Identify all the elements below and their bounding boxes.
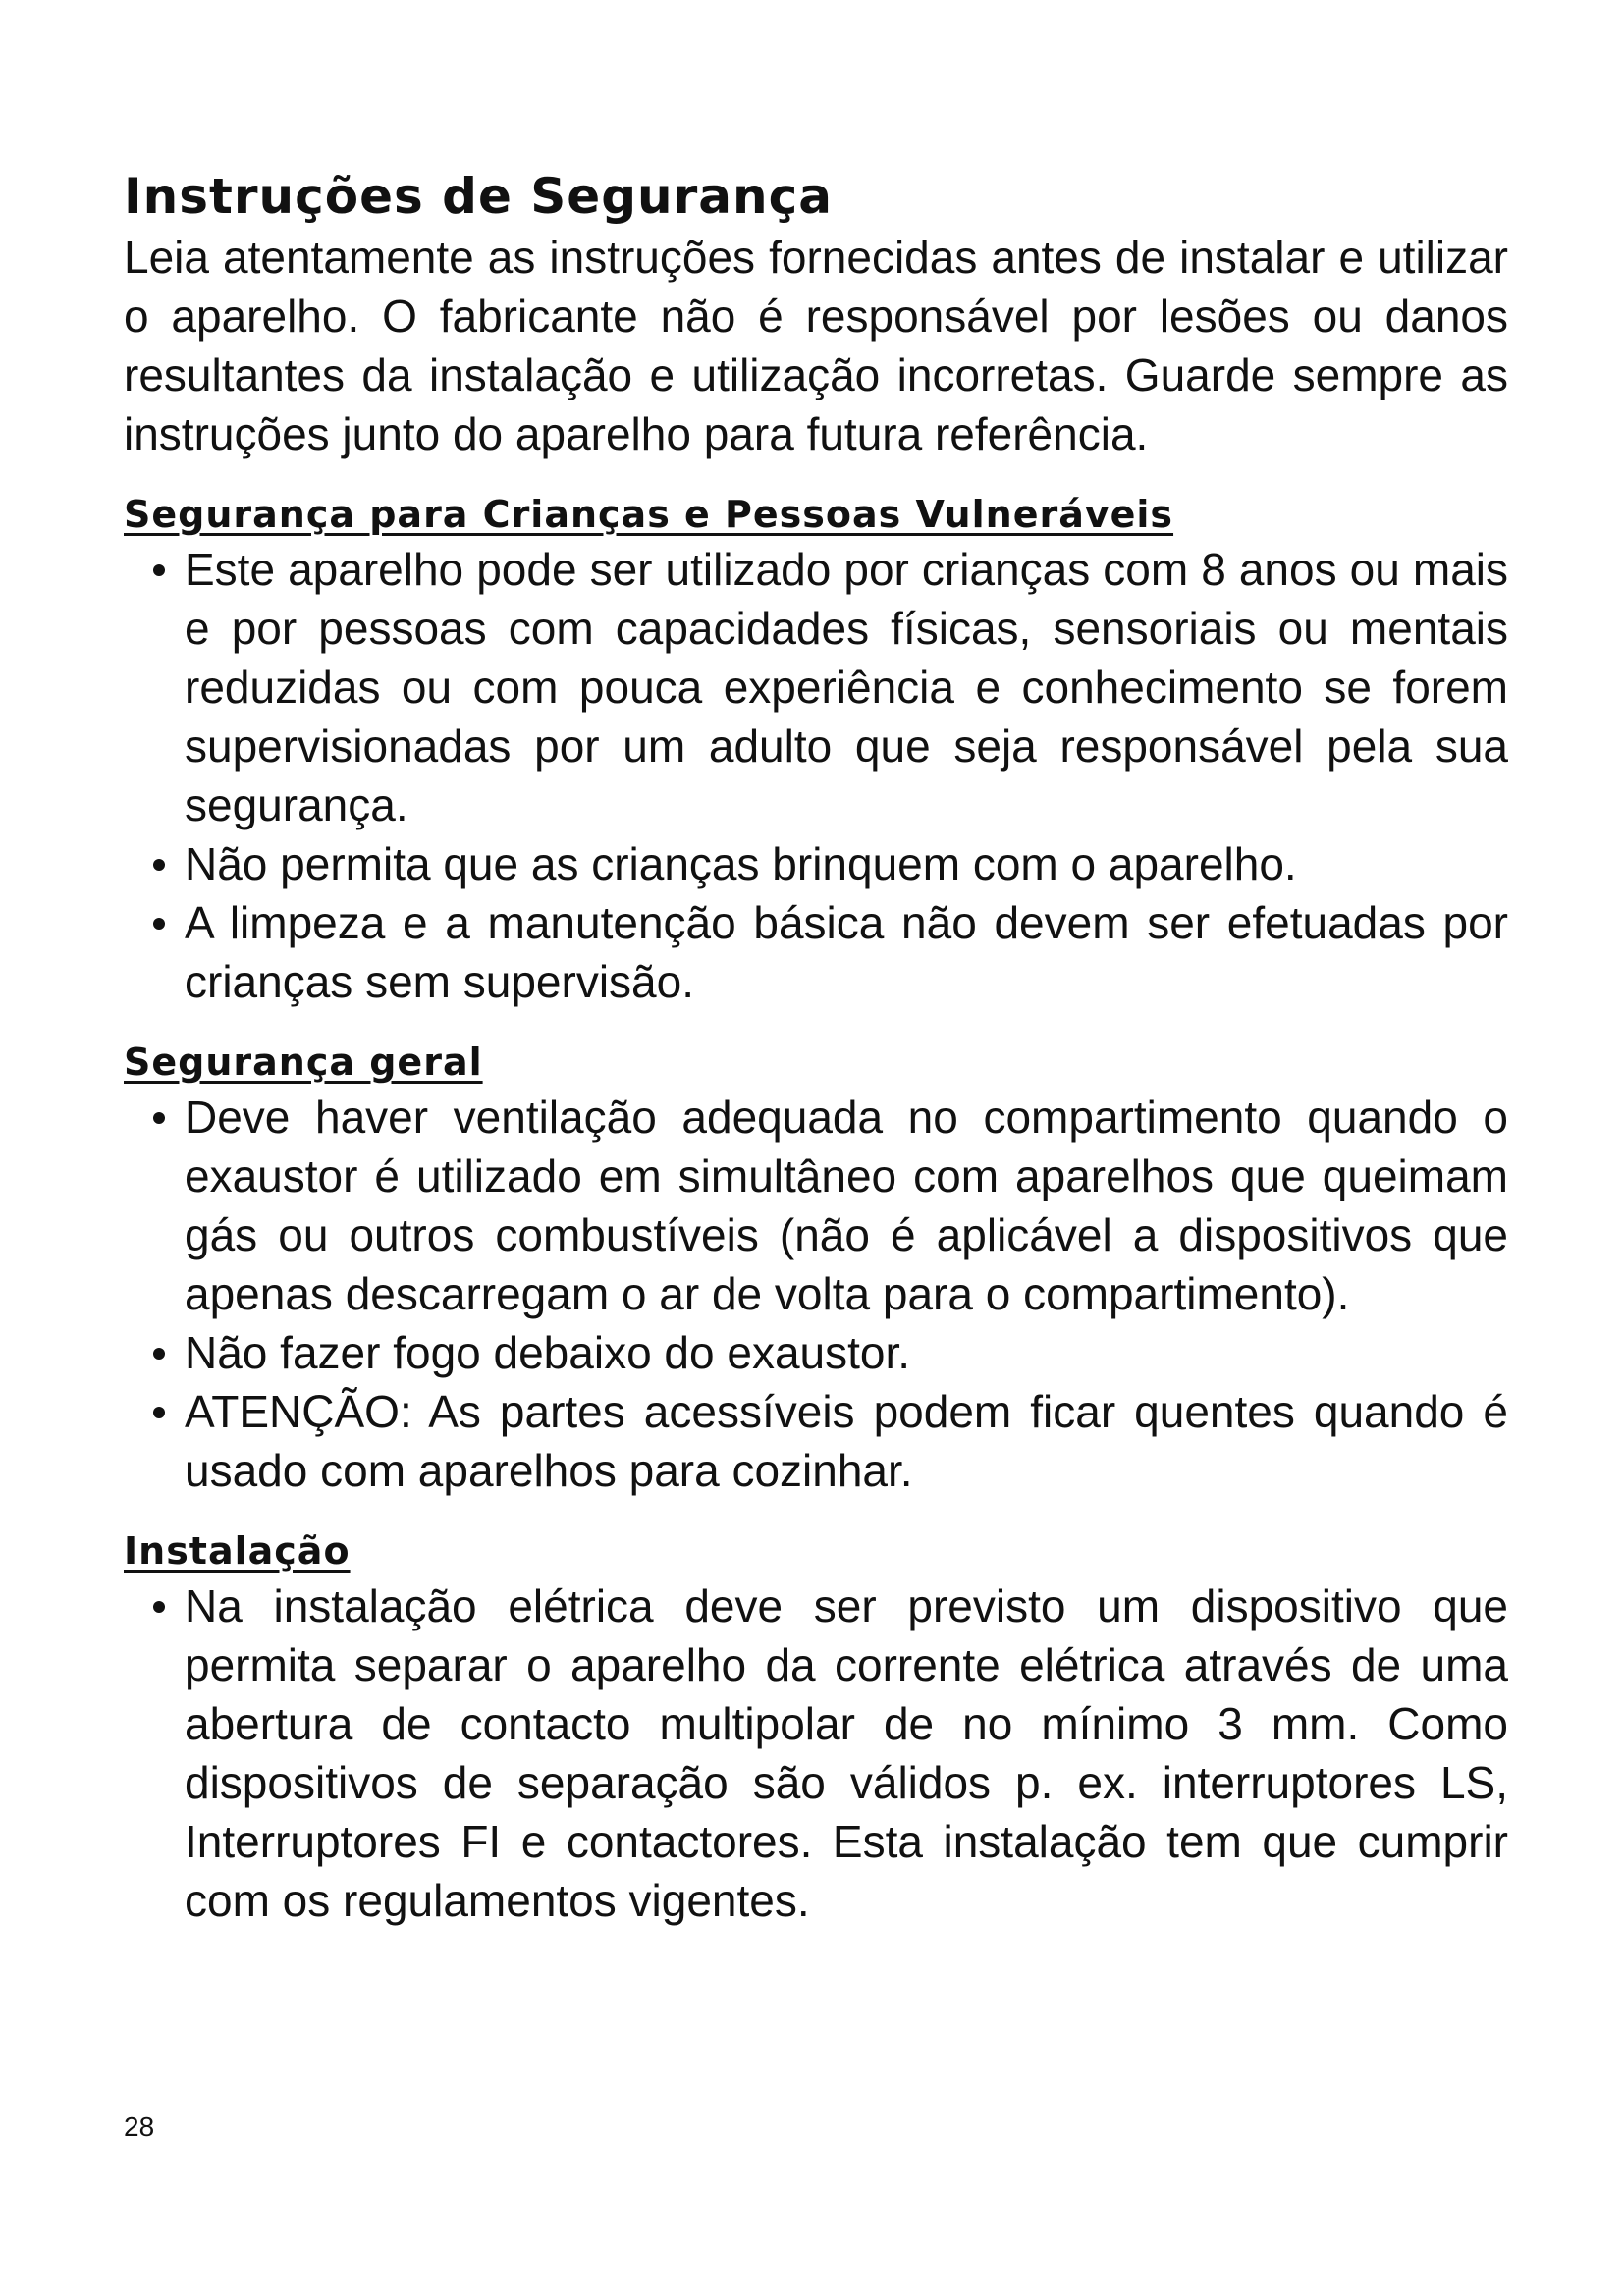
bullet-list bbox=[124, 1088, 1508, 1500]
list-item bbox=[124, 540, 1508, 834]
bullet-icon bbox=[153, 1112, 165, 1124]
list-item-text: Não fazer fogo debaixo do exaustor. bbox=[185, 1327, 911, 1378]
section-children-safety bbox=[124, 489, 1508, 1011]
section-general-safety bbox=[124, 1037, 1508, 1500]
section-installation bbox=[124, 1525, 1508, 1930]
list-item-text: Este aparelho pode ser utilizado por crianças com 8 anos ou mais e por pessoas com capacidades físicas, sensoriais ou mentais reduzidas ou com pouca experiência e conhecimento se forem supervisionadas por um adulto que seja responsável pela sua segurança. bbox=[185, 544, 1508, 830]
bullet-list bbox=[124, 1576, 1508, 1930]
section-heading: Segurança para Crianças e Pessoas Vulneráveis bbox=[124, 493, 1174, 536]
list-item bbox=[124, 893, 1508, 1011]
list-item bbox=[124, 834, 1508, 893]
bullet-list bbox=[124, 540, 1508, 1011]
intro-paragraph: Leia atentamente as instruções fornecidas antes de instalar e utilizar o aparelho. O fabricante não é responsável por lesões ou danos resultantes da instalação e utilização incorretas. Guarde sempre as instruções junto do aparelho para futura referência. bbox=[124, 232, 1508, 459]
list-item-text: Não permita que as crianças brinquem com o aparelho. bbox=[185, 838, 1297, 889]
bullet-icon bbox=[153, 1348, 165, 1360]
list-item-text: Deve haver ventilação adequada no compartimento quando o exaustor é utilizado em simultâneo com aparelhos que queimam gás ou outros combustíveis (não é aplicável a dispositivos que apenas descarregam o ar de volta para o compartimento). bbox=[185, 1092, 1508, 1319]
list-item-text: ATENÇÃO: As partes acessíveis podem ficar quentes quando é usado com aparelhos para cozinhar. bbox=[185, 1386, 1508, 1496]
section-heading: Instalação bbox=[124, 1529, 351, 1573]
list-item-text: Na instalação elétrica deve ser previsto um dispositivo que permita separar o aparelho da corrente elétrica através de uma abertura de contacto multipolar de no mínimo 3 mm. Como dispositivos de separação são válidos p. ex. interruptores LS, Interruptores FI e contactores. Esta instalação tem que cumprir com os regulamentos vigentes. bbox=[185, 1580, 1508, 1926]
page-number: 28 bbox=[124, 2111, 155, 2142]
bullet-icon bbox=[153, 918, 165, 930]
bullet-icon bbox=[153, 564, 165, 576]
list-item bbox=[124, 1088, 1508, 1323]
list-item bbox=[124, 1323, 1508, 1382]
section-heading: Segurança geral bbox=[124, 1041, 483, 1084]
document-body bbox=[124, 165, 1508, 1930]
list-item-text: A limpeza e a manutenção básica não devem ser efetuadas por crianças sem supervisão. bbox=[185, 897, 1508, 1007]
bullet-icon bbox=[153, 1407, 165, 1418]
bullet-icon bbox=[153, 1601, 165, 1613]
list-item bbox=[124, 1576, 1508, 1930]
list-item bbox=[124, 1382, 1508, 1500]
bullet-icon bbox=[153, 859, 165, 871]
page-title: Instruções de Segurança bbox=[124, 168, 833, 225]
